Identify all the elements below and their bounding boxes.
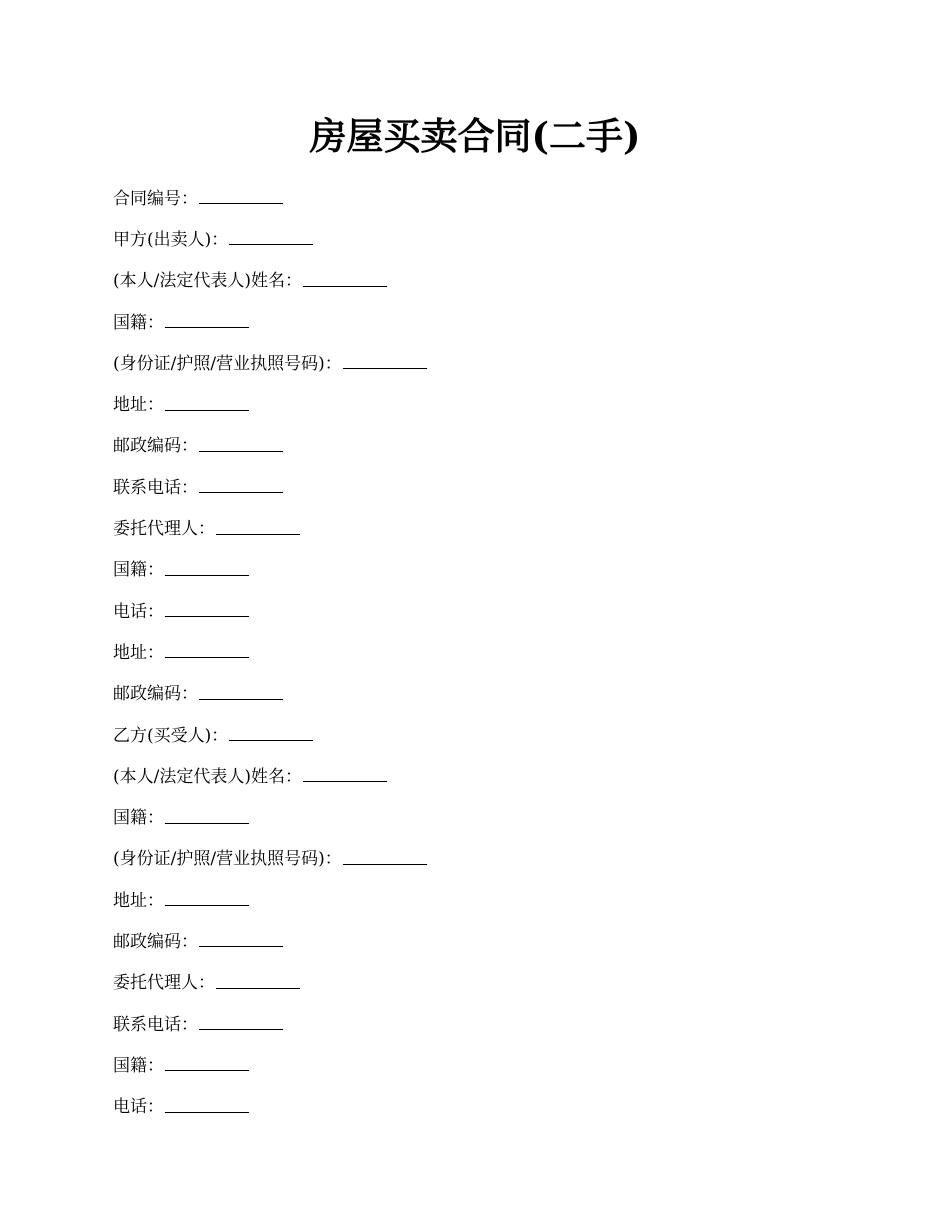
blank-fill-line[interactable] bbox=[199, 934, 283, 947]
form-field-row bbox=[113, 839, 873, 880]
blank-fill-line[interactable] bbox=[229, 232, 313, 245]
field-list bbox=[113, 178, 873, 1128]
form-field-row bbox=[113, 797, 873, 838]
blank-fill-line[interactable] bbox=[165, 1058, 249, 1071]
field-label: 国籍： bbox=[113, 808, 164, 829]
blank-fill-line[interactable] bbox=[216, 976, 300, 989]
form-field-row bbox=[113, 426, 873, 467]
blank-fill-line[interactable] bbox=[343, 852, 427, 865]
form-field-row bbox=[113, 178, 873, 219]
form-field-row bbox=[113, 384, 873, 425]
blank-fill-line[interactable] bbox=[343, 356, 427, 369]
blank-fill-line[interactable] bbox=[165, 645, 249, 658]
blank-fill-line[interactable] bbox=[165, 398, 249, 411]
field-label: 联系电话： bbox=[113, 477, 198, 498]
field-label: 委托代理人： bbox=[113, 519, 215, 540]
blank-fill-line[interactable] bbox=[165, 811, 249, 824]
form-field-row bbox=[113, 550, 873, 591]
blank-fill-line[interactable] bbox=[216, 522, 300, 535]
field-label: (本人/法定代表人)姓名： bbox=[113, 271, 302, 292]
form-field-row bbox=[113, 343, 873, 384]
form-field-row bbox=[113, 715, 873, 756]
blank-fill-line[interactable] bbox=[165, 604, 249, 617]
blank-fill-line[interactable] bbox=[303, 769, 387, 782]
field-label: 邮政编码： bbox=[113, 684, 198, 705]
field-label: (本人/法定代表人)姓名： bbox=[113, 766, 302, 787]
blank-fill-line[interactable] bbox=[199, 439, 283, 452]
blank-fill-line[interactable] bbox=[165, 563, 249, 576]
field-label: 地址： bbox=[113, 642, 164, 663]
field-label: 国籍： bbox=[113, 312, 164, 333]
field-label: 甲方(出卖人)： bbox=[113, 229, 229, 250]
blank-fill-line[interactable] bbox=[199, 687, 283, 700]
document-title: 房屋买卖合同(二手) bbox=[309, 114, 641, 158]
form-field-row bbox=[113, 921, 873, 962]
field-label: 邮政编码： bbox=[113, 436, 198, 457]
blank-fill-line[interactable] bbox=[165, 315, 249, 328]
form-field-row bbox=[113, 756, 873, 797]
form-field-row bbox=[113, 302, 873, 343]
form-field-row bbox=[113, 880, 873, 921]
form-field-row bbox=[113, 674, 873, 715]
field-label: 电话： bbox=[113, 1097, 164, 1118]
field-label: 地址： bbox=[113, 890, 164, 911]
field-label: 地址： bbox=[113, 395, 164, 416]
blank-fill-line[interactable] bbox=[229, 728, 313, 741]
blank-fill-line[interactable] bbox=[165, 1100, 249, 1113]
field-label: 合同编号： bbox=[113, 188, 198, 209]
form-field-row bbox=[113, 508, 873, 549]
form-field-row bbox=[113, 1004, 873, 1045]
field-label: (身份证/护照/营业执照号码)： bbox=[113, 849, 342, 870]
field-label: 国籍： bbox=[113, 560, 164, 581]
blank-fill-line[interactable] bbox=[199, 191, 283, 204]
form-field-row bbox=[113, 963, 873, 1004]
field-label: (身份证/护照/营业执照号码)： bbox=[113, 353, 342, 374]
form-field-row bbox=[113, 467, 873, 508]
form-field-row bbox=[113, 1087, 873, 1128]
form-field-row bbox=[113, 219, 873, 260]
form-field-row bbox=[113, 632, 873, 673]
form-field-row bbox=[113, 261, 873, 302]
field-label: 乙方(买受人)： bbox=[113, 725, 229, 746]
blank-fill-line[interactable] bbox=[199, 480, 283, 493]
field-label: 国籍： bbox=[113, 1055, 164, 1076]
form-field-row bbox=[113, 1045, 873, 1086]
blank-fill-line[interactable] bbox=[199, 1017, 283, 1030]
blank-fill-line[interactable] bbox=[165, 893, 249, 906]
field-label: 电话： bbox=[113, 601, 164, 622]
field-label: 联系电话： bbox=[113, 1014, 198, 1035]
field-label: 邮政编码： bbox=[113, 931, 198, 952]
blank-fill-line[interactable] bbox=[303, 274, 387, 287]
form-field-row bbox=[113, 591, 873, 632]
field-label: 委托代理人： bbox=[113, 973, 215, 994]
